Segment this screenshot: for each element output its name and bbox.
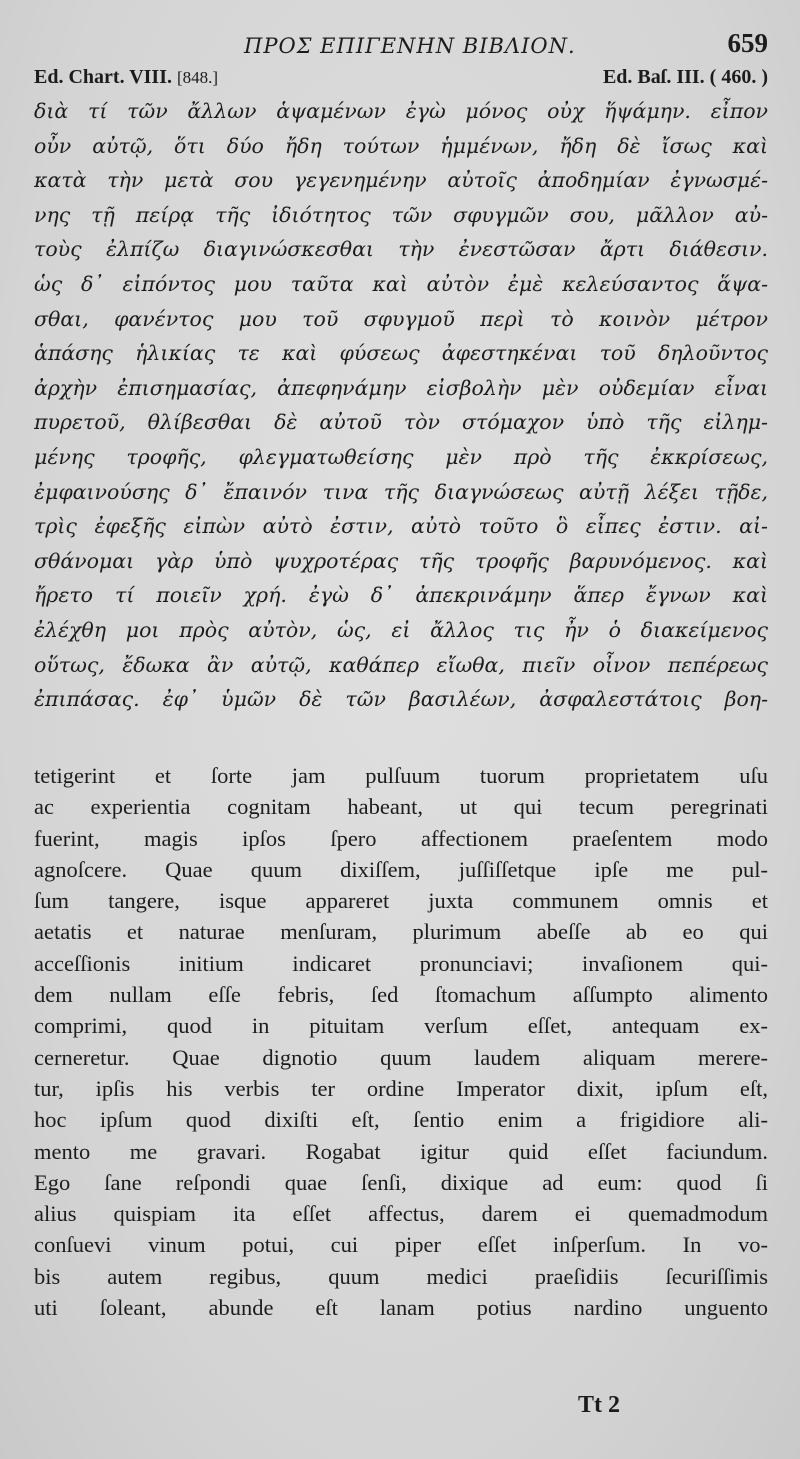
greek-text-line: νης τῇ πείρᾳ τῆς ἰδιότητος τῶν σφυγμῶν σου, μᾶλλον αὐ- <box>34 202 768 227</box>
latin-text-line: comprimi, quod in pituitam verſum eſſet, antequam ex- <box>34 1013 768 1039</box>
edition-chartier-label: Ed. Chart. VIII. <box>34 66 172 88</box>
greek-text-line: κατὰ τὴν μετὰ σου γεγενημένην αὐτοῖς ἀποδημίαν ἐγνωσμέ- <box>34 168 768 193</box>
running-head <box>34 28 768 62</box>
greek-text-line: ἁπάσης ἡλικίας τε καὶ φύσεως ἀφεστηκέναι τοῦ δηλοῦντος <box>34 341 768 366</box>
greek-text-line: τοὺς ἐλπίζω διαγινώσκεσθαι τὴν ἐνεστῶσαν ἄρτι διάθεσιν. <box>34 237 768 262</box>
page-number: 659 <box>727 28 768 58</box>
latin-text-line: conſuevi vinum potui, cui piper eſſet inſperſum. In vo- <box>34 1232 768 1258</box>
latin-text-line: alius quispiam ita eſſet affectus, darem ei quemadmodum <box>34 1201 768 1227</box>
latin-text-line: tetigerint et ſorte jam pulſuum tuorum proprietatem uſu <box>34 763 768 788</box>
latin-text-line: dem nullam eſſe febris, ſed ſtomachum aſſumpto alimento <box>34 982 768 1008</box>
greek-text-line: πυρετοῦ, θλίβεσθαι δὲ αὐτοῦ τὸν στόμαχον ὑπὸ τῆς εἰλημ- <box>34 410 768 435</box>
latin-text-block <box>34 760 768 1323</box>
running-title: ΠΡΟΣ ΕΠΙΓΕΝΗΝ ΒΙΒΛΙΟΝ. <box>244 34 576 58</box>
latin-text-line: Ego ſane reſpondi quae ſenſi, dixique ad eum: quod ſi <box>34 1169 768 1195</box>
edition-basel-ref: Ed. Baſ. III. ( 460. ) <box>602 66 768 88</box>
latin-text-line: bis autem regibus, quum medici praeſidiis ſecuriſſimis <box>34 1263 768 1289</box>
greek-text-line: οὕτως, ἔδωκα ἂν αὐτῷ, καθάπερ εἴωθα, πιεῖν οἶνον πεπέρεως <box>34 652 768 677</box>
greek-text-line: σθαι, φανέντος μου τοῦ σφυγμοῦ περὶ τὸ κοινὸν μέτρον <box>34 306 768 331</box>
greek-text-block <box>34 94 768 717</box>
latin-text-line: hoc ipſum quod dixiſti eſt, ſentio enim a frigidiore ali- <box>34 1107 768 1133</box>
greek-text-line: ἐμφαινούσης δ᾽ ἔπαινόν τινα τῆς διαγνώσεως αὐτῇ λέξει τῇδε, <box>34 479 768 504</box>
latin-text-line: aetatis et naturae menſuram, plurimum abeſſe ab eo qui <box>34 919 768 945</box>
greek-text-line: μένης τροφῆς, φλεγματωθείσης μὲν πρὸ τῆς ἐκκρίσεως, <box>34 444 768 469</box>
edition-chartier-page: [848.] <box>177 68 219 87</box>
edition-chartier-ref <box>34 66 218 89</box>
greek-text-line: ἤρετο τί ποιεῖν χρή. ἐγὼ δ᾽ ἀπεκρινάμην ἅπερ ἔγνων καὶ <box>34 583 768 608</box>
greek-text-line: τρὶς ἐφεξῆς εἰπὼν αὐτὸ ἐστιν, αὐτὸ τοῦτο ὃ εἶπες ἐστιν. αἰ- <box>34 514 768 539</box>
latin-text-line: tur, ipſis his verbis ter ordine Imperator dixit, ipſum eſt, <box>34 1075 768 1101</box>
latin-text-line: uti ſoleant, abunde eſt lanam potius nardino unguento <box>34 1295 768 1321</box>
greek-text-line: ὡς δ᾽ εἰπόντος μου ταῦτα καὶ αὐτὸν ἐμὲ κελεύσαντος ἅψα- <box>34 271 768 296</box>
latin-text-line: agnoſcere. Quae quum dixiſſem, juſſiſſetque ipſe me pul- <box>34 856 768 882</box>
greek-text-line: ἀρχὴν ἐπισημασίας, ἀπεφηνάμην εἰσβολὴν μὲν οὐδεμίαν εἶναι <box>34 375 768 400</box>
greek-text-line: ἐλέχθη μοι πρὸς αὐτὸν, ὡς, εἰ ἄλλος τις ἦν ὁ διακείμενος <box>34 617 768 642</box>
latin-text-line: cerneretur. Quae dignotio quum laudem aliquam merere- <box>34 1044 768 1070</box>
latin-text-line: fuerint, magis ipſos ſpero affectionem praeſentem modo <box>34 825 768 851</box>
greek-text-line: οὖν αὐτῷ, ὅτι δύο ἤδη τούτων ἡμμένων, ἤδη δὲ ἴσως καὶ <box>34 133 768 158</box>
edition-references <box>34 66 768 94</box>
greek-text-line: σθάνομαι γὰρ ὑπὸ ψυχροτέρας τῆς τροφῆς βαρυνόμενος. καὶ <box>34 548 768 573</box>
latin-text-line: acceſſionis initium indicaret pronunciavi; invaſionem qui- <box>34 950 768 976</box>
printer-signature-mark: Tt 2 <box>578 1392 620 1418</box>
latin-text-line: ſum tangere, isque appareret juxta communem omnis et <box>34 888 768 914</box>
latin-text-line: mento me gravari. Rogabat igitur quid eſſet faciundum. <box>34 1138 768 1164</box>
greek-text-line: διὰ τί τῶν ἄλλων ἁψαμένων ἐγὼ μόνος οὐχ ἥψάμην. εἶπον <box>34 99 768 123</box>
latin-text-line: ac experientia cognitam habeant, ut qui tecum peregrinati <box>34 794 768 820</box>
greek-text-line: ἐπιπάσας. ἐφ᾽ ὑμῶν δὲ τῶν βασιλέων, ἀσφαλεστάτοις βοη- <box>34 687 768 712</box>
